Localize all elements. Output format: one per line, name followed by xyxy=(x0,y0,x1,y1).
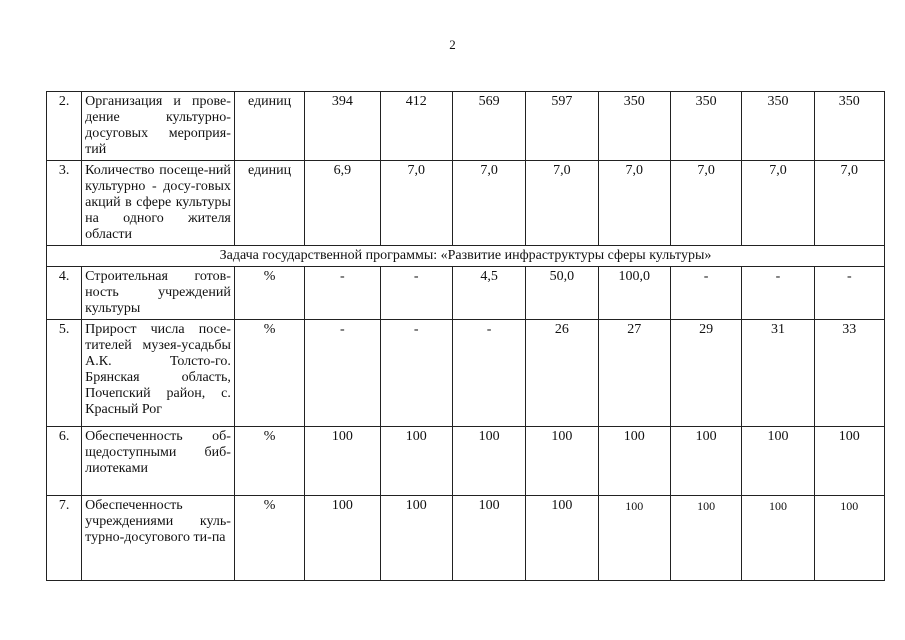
indicators-table xyxy=(46,91,885,581)
row-number: 2. xyxy=(47,92,82,161)
row-number: 4. xyxy=(47,267,82,320)
value-cell: 7,0 xyxy=(670,161,741,246)
value-cell: 27 xyxy=(598,320,670,427)
unit-cell: единиц xyxy=(234,161,304,246)
indicator-name: Обеспеченность учреждениями куль-турно-досугового ти-па xyxy=(82,496,235,581)
value-cell: 569 xyxy=(452,92,525,161)
value-cell: 100 xyxy=(380,427,452,496)
value-cell: 350 xyxy=(670,92,741,161)
value-cell: 100 xyxy=(380,496,452,581)
value-cell: 100 xyxy=(452,496,525,581)
table-body-bottom xyxy=(47,267,885,581)
value-cell: 100 xyxy=(742,427,814,496)
value-cell: 100 xyxy=(598,427,670,496)
unit-cell: % xyxy=(234,427,304,496)
value-cell: 29 xyxy=(670,320,741,427)
indicator-name: Обеспеченность об-щедоступными биб-лиотеками xyxy=(82,427,235,496)
value-cell: - xyxy=(670,267,741,320)
table-row xyxy=(47,427,885,496)
value-cell: 100 xyxy=(814,496,884,581)
row-number: 6. xyxy=(47,427,82,496)
table-row xyxy=(47,320,885,427)
value-cell: - xyxy=(742,267,814,320)
value-cell: 33 xyxy=(814,320,884,427)
value-cell: - xyxy=(452,320,525,427)
value-cell: 350 xyxy=(814,92,884,161)
value-cell: 26 xyxy=(526,320,598,427)
value-cell: 6,9 xyxy=(305,161,380,246)
value-cell: 31 xyxy=(742,320,814,427)
indicator-name: Строительная готов-ность учреждений культуры xyxy=(82,267,235,320)
table-row xyxy=(47,267,885,320)
value-cell: 100 xyxy=(670,496,741,581)
value-cell: 100 xyxy=(305,496,380,581)
row-number: 5. xyxy=(47,320,82,427)
table-row xyxy=(47,161,885,246)
value-cell: 100 xyxy=(526,496,598,581)
row-number: 7. xyxy=(47,496,82,581)
value-cell: - xyxy=(305,320,380,427)
value-cell: 412 xyxy=(380,92,452,161)
value-cell: 4,5 xyxy=(452,267,525,320)
unit-cell: единиц xyxy=(234,92,304,161)
section-title: Задача государственной программы: «Развитие инфраструктуры сферы культуры» xyxy=(47,246,885,267)
section-row xyxy=(47,246,885,267)
value-cell: 100,0 xyxy=(598,267,670,320)
table-section xyxy=(47,246,885,267)
value-cell: 597 xyxy=(526,92,598,161)
value-cell: 350 xyxy=(598,92,670,161)
value-cell: 7,0 xyxy=(742,161,814,246)
unit-cell: % xyxy=(234,496,304,581)
value-cell: 7,0 xyxy=(598,161,670,246)
page-number: 2 xyxy=(449,37,456,52)
value-cell: - xyxy=(380,267,452,320)
value-cell: 50,0 xyxy=(526,267,598,320)
table-row xyxy=(47,92,885,161)
unit-cell: % xyxy=(234,320,304,427)
row-number: 3. xyxy=(47,161,82,246)
value-cell: 350 xyxy=(742,92,814,161)
value-cell: - xyxy=(380,320,452,427)
value-cell: 100 xyxy=(670,427,741,496)
value-cell: 100 xyxy=(814,427,884,496)
indicator-name: Организация и прове-дение культурно-досуговых мероприя-тий xyxy=(82,92,235,161)
table-row xyxy=(47,496,885,581)
value-cell: - xyxy=(305,267,380,320)
value-cell: 100 xyxy=(452,427,525,496)
value-cell: 394 xyxy=(305,92,380,161)
unit-cell: % xyxy=(234,267,304,320)
table-body-top xyxy=(47,92,885,246)
value-cell: 100 xyxy=(305,427,380,496)
value-cell: 100 xyxy=(742,496,814,581)
value-cell: 7,0 xyxy=(380,161,452,246)
indicator-name: Количество посеще-ний культурно - досу-говых акций в сфере культуры на одного жителя области xyxy=(82,161,235,246)
value-cell: 100 xyxy=(526,427,598,496)
value-cell: 7,0 xyxy=(814,161,884,246)
value-cell: - xyxy=(814,267,884,320)
value-cell: 100 xyxy=(598,496,670,581)
value-cell: 7,0 xyxy=(452,161,525,246)
indicator-name: Прирост числа посе-тителей музея-усадьбы А.К. Толсто-го. Брянская область, Почепский район, с. Красный Рог xyxy=(82,320,235,427)
value-cell: 7,0 xyxy=(526,161,598,246)
